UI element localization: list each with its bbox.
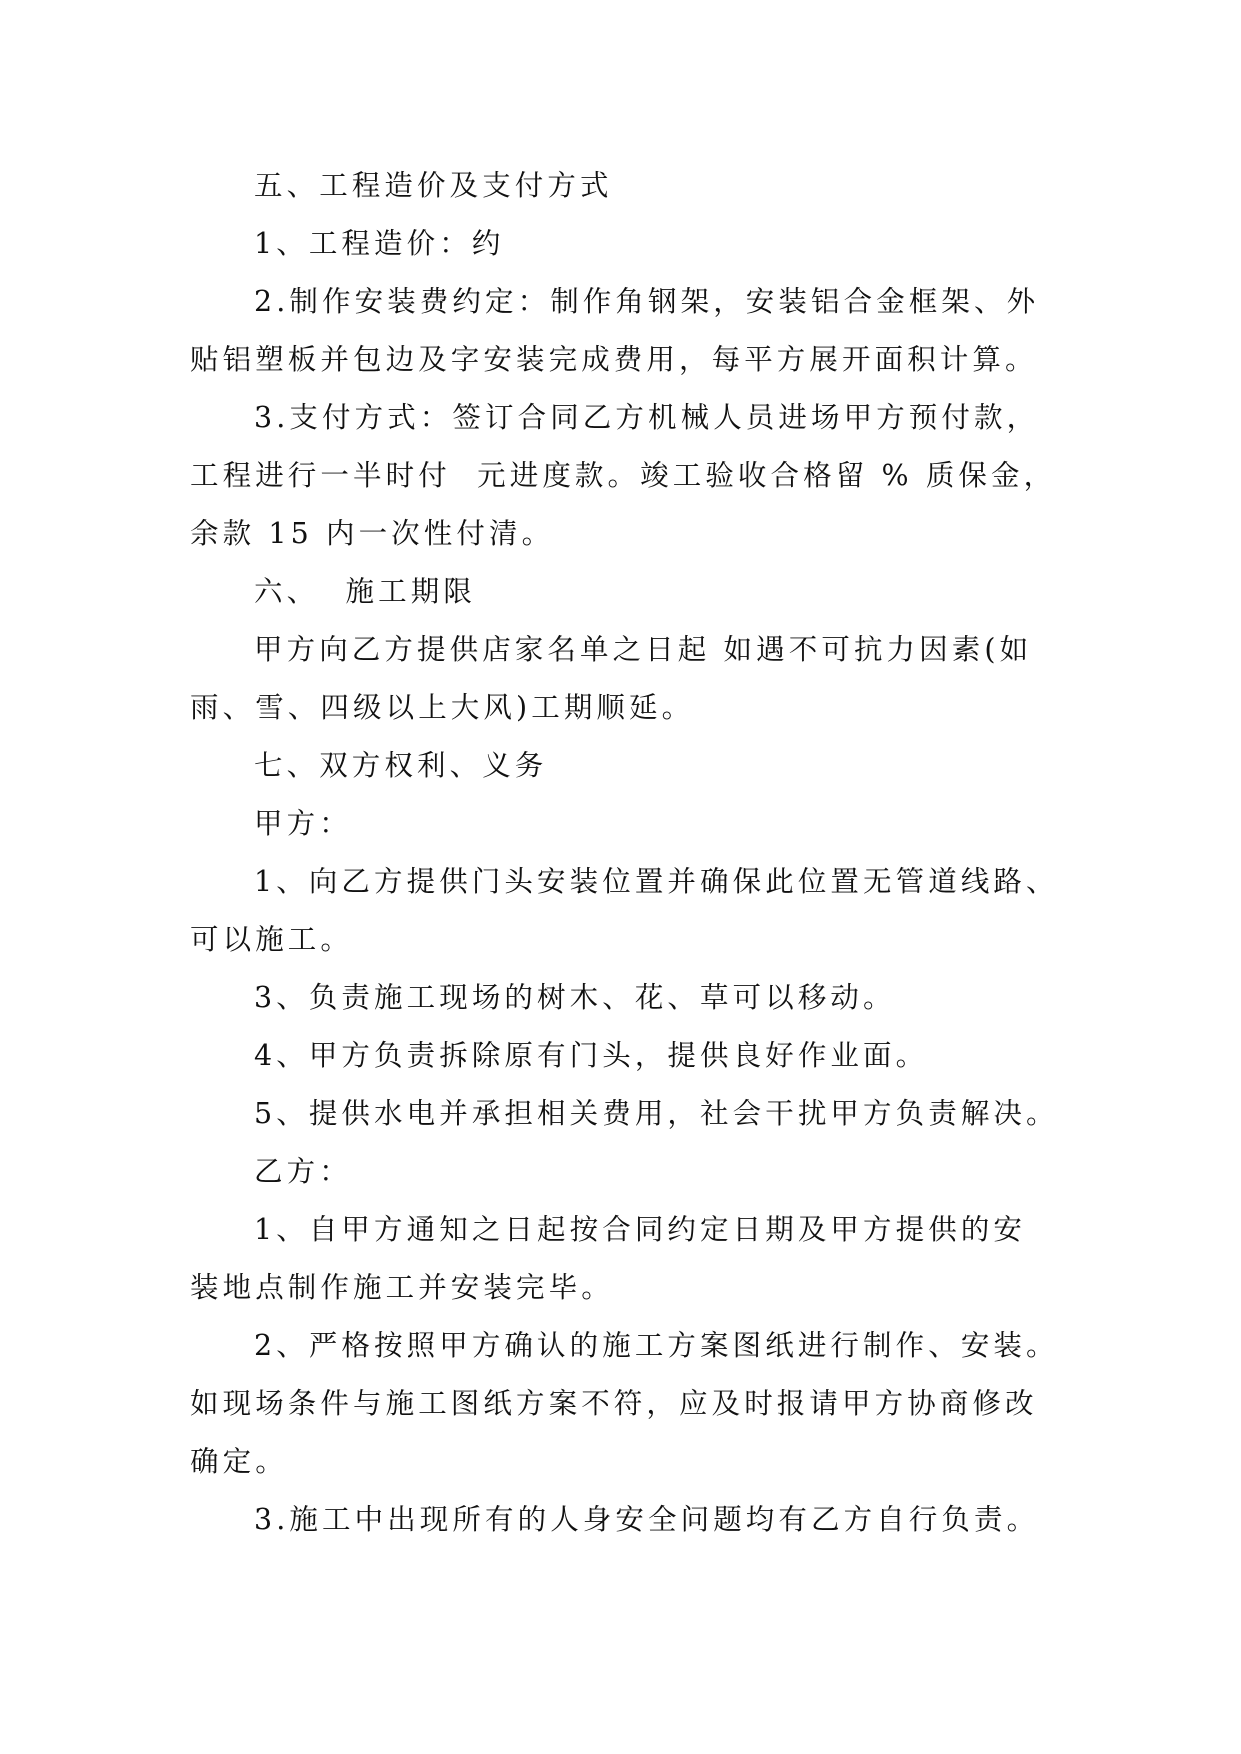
party-a-item-4: 4、甲方负责拆除原有门头，提供良好作业面。 bbox=[254, 1039, 929, 1072]
party-a-heading: 甲方： bbox=[254, 807, 352, 840]
party-b-item-1-line-2: 装地点制作施工并安装完毕。 bbox=[190, 1271, 614, 1304]
party-a-item-3: 3、负责施工现场的树木、花、草可以移动。 bbox=[254, 981, 896, 1014]
section-five-heading: 五、工程造价及支付方式 bbox=[254, 169, 613, 202]
section-six-heading: 六、 施工期限 bbox=[254, 575, 476, 608]
party-a-item-5: 5、提供水电并承担相关费用，社会干扰甲方负责解决。 bbox=[254, 1097, 1059, 1130]
party-b-item-3: 3.施工中出现所有的人身安全问题均有乙方自行负责。 bbox=[254, 1503, 1040, 1536]
install-fee-line-2: 贴铝塑板并包边及字安装完成费用，每平方展开面积计算。 bbox=[190, 343, 1038, 376]
install-fee-line-1: 2.制作安装费约定：制作角钢架，安装铝合金框架、外 bbox=[254, 285, 1040, 318]
payment-line-1: 3.支付方式：签订合同乙方机械人员进场甲方预付款， bbox=[254, 401, 1040, 434]
party-b-heading: 乙方： bbox=[254, 1155, 352, 1188]
party-b-item-2-line-1: 2、严格按照甲方确认的施工方案图纸进行制作、安装。 bbox=[254, 1329, 1059, 1362]
payment-line-2: 工程进行一半时付 元进度款。竣工验收合格留 % 质保金， bbox=[190, 459, 1057, 492]
payment-line-3: 余款 15 内一次性付清。 bbox=[190, 517, 555, 550]
section-seven-heading: 七、双方权利、义务 bbox=[254, 749, 548, 782]
party-a-item-1-line-2: 可以施工。 bbox=[190, 923, 354, 956]
period-line-2: 雨、雪、四级以上大风)工期顺延。 bbox=[190, 691, 695, 724]
period-line-1: 甲方向乙方提供店家名单之日起 如遇不可抗力因素(如 bbox=[254, 633, 1033, 666]
party-b-item-1-line-1: 1、自甲方通知之日起按合同约定日期及甲方提供的安 bbox=[254, 1213, 1027, 1246]
project-cost-line: 1、工程造价：约 bbox=[254, 227, 505, 260]
party-a-item-1-line-1: 1、向乙方提供门头安装位置并确保此位置无管道线路、 bbox=[254, 865, 1059, 898]
party-b-item-2-line-3: 确定。 bbox=[190, 1445, 288, 1478]
party-b-item-2-line-2: 如现场条件与施工图纸方案不符，应及时报请甲方协商修改 bbox=[190, 1387, 1038, 1420]
